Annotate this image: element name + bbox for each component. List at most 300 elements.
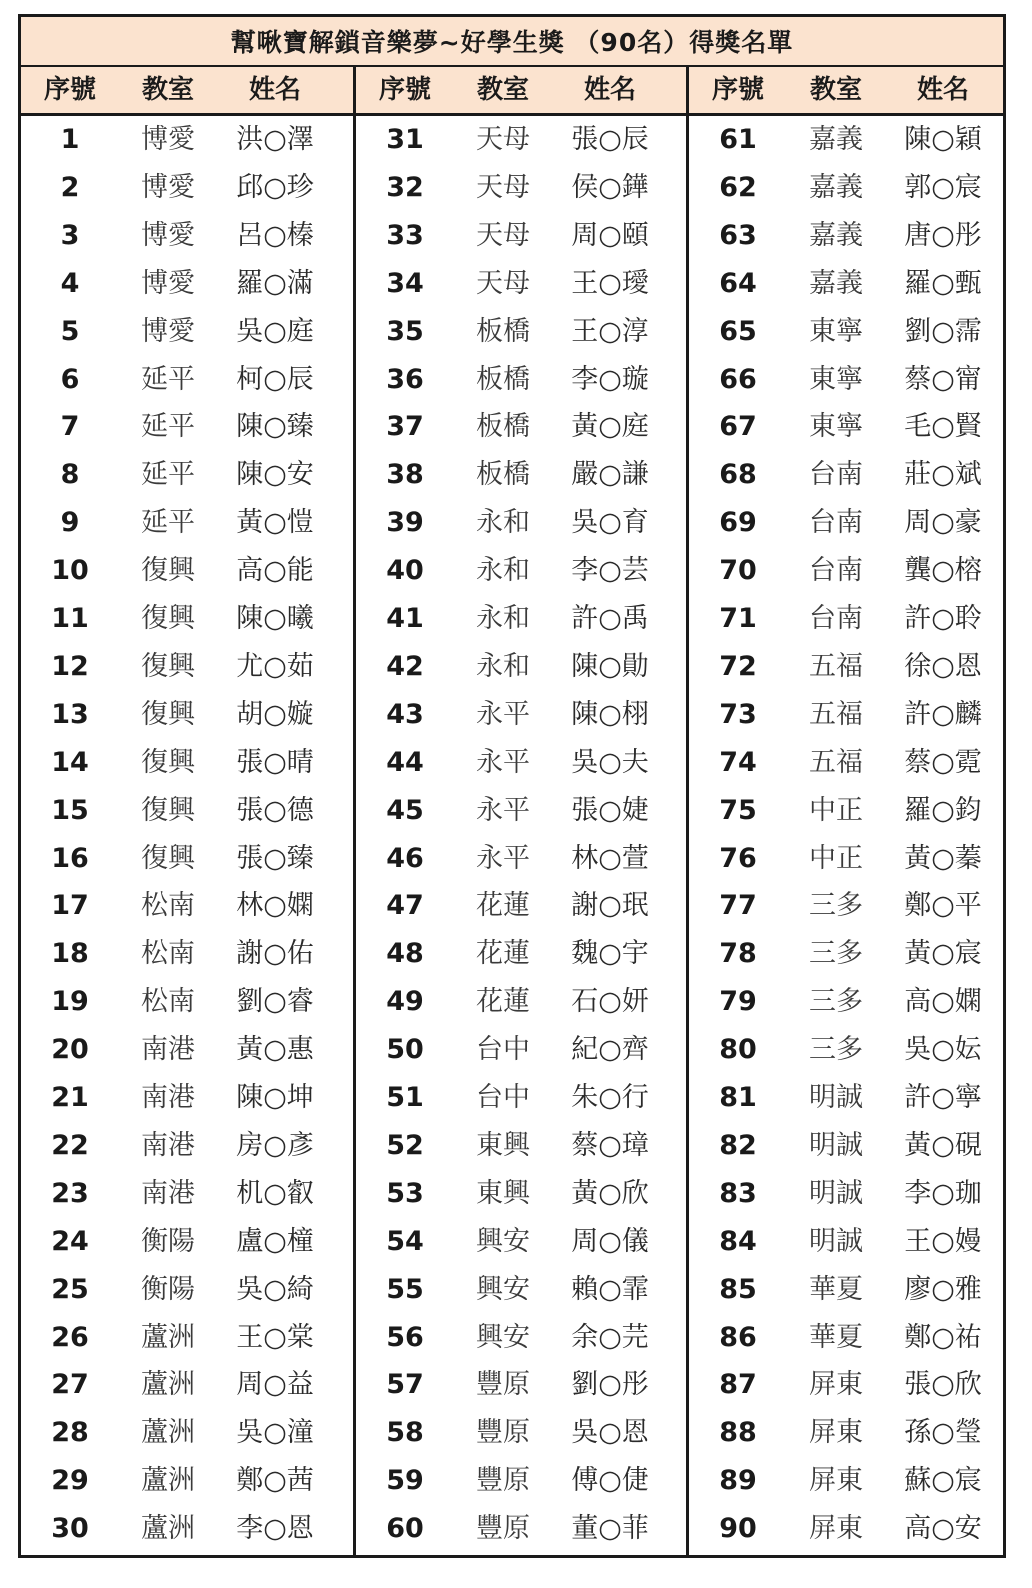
student-name: 孫○瑩 xyxy=(904,1417,982,1449)
table-row xyxy=(21,691,1003,739)
classroom-name: 中正 xyxy=(809,794,863,826)
table-row xyxy=(21,643,1003,691)
student-name: 陳○臻 xyxy=(236,411,314,443)
classroom-name: 天母 xyxy=(476,124,530,155)
serial-number: 83 xyxy=(719,1177,757,1209)
serial-number: 5 xyxy=(60,315,80,347)
table-row xyxy=(21,787,1003,835)
serial-number: 10 xyxy=(51,555,89,587)
student-name: 吳○潼 xyxy=(236,1417,314,1449)
serial-number: 76 xyxy=(719,842,757,874)
serial-number: 66 xyxy=(719,363,757,395)
serial-number: 19 xyxy=(51,986,89,1018)
serial-number: 31 xyxy=(386,124,424,155)
student-name: 尤○茹 xyxy=(236,650,314,682)
serial-number: 52 xyxy=(386,1129,424,1161)
serial-number: 20 xyxy=(51,1034,89,1066)
student-name: 陳○坤 xyxy=(236,1082,314,1113)
student-name: 吳○妘 xyxy=(904,1034,982,1066)
table-row xyxy=(21,882,1003,930)
student-name: 胡○嫙 xyxy=(236,698,314,730)
classroom-name: 博愛 xyxy=(141,267,195,299)
serial-number: 18 xyxy=(51,938,89,970)
serial-number: 75 xyxy=(719,794,757,826)
classroom-name: 屏東 xyxy=(809,1513,863,1545)
classroom-name: 復興 xyxy=(141,698,195,730)
student-name: 呂○榛 xyxy=(236,219,314,251)
student-name: 羅○滿 xyxy=(236,267,314,299)
classroom-name: 博愛 xyxy=(141,219,195,251)
serial-number: 7 xyxy=(60,411,80,443)
classroom-name: 豐原 xyxy=(476,1513,530,1545)
student-name: 郭○宸 xyxy=(904,171,982,203)
student-name: 謝○佑 xyxy=(236,938,314,970)
column-divider xyxy=(686,67,689,1555)
serial-number: 36 xyxy=(386,363,424,395)
student-name: 鄭○祐 xyxy=(904,1321,982,1353)
serial-number: 88 xyxy=(719,1417,757,1449)
student-name: 黃○愷 xyxy=(236,507,314,539)
serial-number: 1 xyxy=(60,124,80,155)
student-name: 陳○安 xyxy=(236,459,314,491)
classroom-name: 南港 xyxy=(141,1177,195,1209)
classroom-name: 明誠 xyxy=(809,1177,863,1209)
serial-number: 25 xyxy=(51,1273,89,1305)
student-name: 龔○榕 xyxy=(904,555,982,587)
classroom-name: 屏東 xyxy=(809,1417,863,1449)
table-row xyxy=(21,1026,1003,1074)
student-name: 陳○栩 xyxy=(571,698,649,730)
classroom-name: 延平 xyxy=(141,507,195,539)
classroom-name: 明誠 xyxy=(809,1225,863,1257)
serial-number: 85 xyxy=(719,1273,757,1305)
student-name: 林○萱 xyxy=(571,842,649,874)
classroom-name: 蘆洲 xyxy=(141,1417,195,1449)
classroom-name: 衡陽 xyxy=(141,1225,195,1257)
student-name: 高○安 xyxy=(904,1513,982,1545)
classroom-name: 天母 xyxy=(476,267,530,299)
student-name: 魏○宇 xyxy=(571,938,649,970)
serial-number: 48 xyxy=(386,938,424,970)
classroom-name: 台南 xyxy=(809,555,863,587)
serial-number: 60 xyxy=(386,1513,424,1545)
student-name: 王○棠 xyxy=(236,1321,314,1353)
classroom-name: 中正 xyxy=(809,842,863,874)
table-row xyxy=(21,1218,1003,1266)
table-row xyxy=(21,116,1003,164)
student-name: 羅○甄 xyxy=(904,267,982,299)
student-name: 張○晴 xyxy=(236,746,314,778)
serial-number: 84 xyxy=(719,1225,757,1257)
student-name: 蔡○霓 xyxy=(904,746,982,778)
header-classroom: 教室 xyxy=(141,75,194,105)
serial-number: 11 xyxy=(51,603,89,634)
header-serial: 序號 xyxy=(43,75,96,105)
serial-number: 53 xyxy=(386,1177,424,1209)
classroom-name: 板橋 xyxy=(476,459,530,491)
table-row xyxy=(21,451,1003,499)
serial-number: 30 xyxy=(51,1513,89,1545)
serial-number: 44 xyxy=(386,746,424,778)
table-row xyxy=(21,403,1003,451)
student-name: 李○恩 xyxy=(236,1513,314,1545)
student-name: 莊○斌 xyxy=(904,459,982,491)
classroom-name: 天母 xyxy=(476,171,530,203)
classroom-name: 嘉義 xyxy=(809,219,863,251)
student-name: 林○嫻 xyxy=(236,890,314,922)
student-name: 周○豪 xyxy=(904,507,982,539)
serial-number: 12 xyxy=(51,650,89,682)
table-row xyxy=(21,547,1003,595)
classroom-name: 南港 xyxy=(141,1082,195,1113)
classroom-name: 板橋 xyxy=(476,363,530,395)
student-name: 朱○行 xyxy=(571,1082,649,1113)
classroom-name: 博愛 xyxy=(141,171,195,203)
page-title: 幫啾寶解鎖音樂夢~好學生獎 （90名）得獎名單 xyxy=(21,17,1003,67)
student-name: 周○益 xyxy=(236,1369,314,1401)
classroom-name: 板橋 xyxy=(476,411,530,443)
serial-number: 15 xyxy=(51,794,89,826)
serial-number: 63 xyxy=(719,219,757,251)
serial-number: 28 xyxy=(51,1417,89,1449)
student-name: 許○禹 xyxy=(571,603,649,634)
table-row xyxy=(21,1266,1003,1314)
header-classroom: 教室 xyxy=(809,75,862,105)
table-row xyxy=(21,739,1003,787)
table-header-row xyxy=(21,67,1003,116)
classroom-name: 永和 xyxy=(476,507,530,539)
serial-number: 17 xyxy=(51,890,89,922)
serial-number: 77 xyxy=(719,890,757,922)
student-name: 余○芫 xyxy=(571,1321,649,1353)
student-name: 陳○穎 xyxy=(904,124,982,155)
serial-number: 81 xyxy=(719,1082,757,1113)
student-name: 侯○鏵 xyxy=(571,171,649,203)
student-name: 傅○倢 xyxy=(571,1465,649,1497)
classroom-name: 屏東 xyxy=(809,1369,863,1401)
classroom-name: 興安 xyxy=(476,1273,530,1305)
classroom-name: 松南 xyxy=(141,938,195,970)
student-name: 高○能 xyxy=(236,555,314,587)
classroom-name: 明誠 xyxy=(809,1129,863,1161)
serial-number: 43 xyxy=(386,698,424,730)
classroom-name: 南港 xyxy=(141,1034,195,1066)
serial-number: 40 xyxy=(386,555,424,587)
classroom-name: 永和 xyxy=(476,555,530,587)
serial-number: 32 xyxy=(386,171,424,203)
student-name: 張○欣 xyxy=(904,1369,982,1401)
serial-number: 68 xyxy=(719,459,757,491)
classroom-name: 延平 xyxy=(141,411,195,443)
classroom-name: 博愛 xyxy=(141,124,195,155)
student-name: 張○辰 xyxy=(571,124,649,155)
classroom-name: 永和 xyxy=(476,603,530,634)
classroom-name: 花蓮 xyxy=(476,890,530,922)
table-row xyxy=(21,308,1003,356)
student-name: 張○婕 xyxy=(571,794,649,826)
table-row xyxy=(21,1122,1003,1170)
student-name: 王○淳 xyxy=(571,315,649,347)
classroom-name: 延平 xyxy=(141,363,195,395)
classroom-name: 松南 xyxy=(141,986,195,1018)
serial-number: 62 xyxy=(719,171,757,203)
serial-number: 72 xyxy=(719,650,757,682)
serial-number: 2 xyxy=(60,171,80,203)
classroom-name: 五福 xyxy=(809,746,863,778)
table-row xyxy=(21,1457,1003,1505)
serial-number: 86 xyxy=(719,1321,757,1353)
serial-number: 58 xyxy=(386,1417,424,1449)
classroom-name: 台中 xyxy=(476,1034,530,1066)
student-name: 蔡○璋 xyxy=(571,1129,649,1161)
serial-number: 3 xyxy=(60,219,80,251)
classroom-name: 松南 xyxy=(141,890,195,922)
student-name: 許○寧 xyxy=(904,1082,982,1113)
serial-number: 26 xyxy=(51,1321,89,1353)
classroom-name: 興安 xyxy=(476,1321,530,1353)
serial-number: 41 xyxy=(386,603,424,634)
classroom-name: 明誠 xyxy=(809,1082,863,1113)
student-name: 周○頤 xyxy=(571,219,649,251)
column-divider xyxy=(353,67,356,1555)
classroom-name: 永平 xyxy=(476,746,530,778)
student-name: 唐○彤 xyxy=(904,219,982,251)
classroom-name: 三多 xyxy=(809,1034,863,1066)
serial-number: 8 xyxy=(60,459,80,491)
serial-number: 42 xyxy=(386,650,424,682)
table-row xyxy=(21,1074,1003,1122)
classroom-name: 蘆洲 xyxy=(141,1465,195,1497)
student-name: 毛○賢 xyxy=(904,411,982,443)
classroom-name: 嘉義 xyxy=(809,171,863,203)
classroom-name: 屏東 xyxy=(809,1465,863,1497)
classroom-name: 東興 xyxy=(476,1177,530,1209)
serial-number: 21 xyxy=(51,1082,89,1113)
student-name: 吳○夫 xyxy=(571,746,649,778)
award-list-sheet xyxy=(18,14,1006,1558)
classroom-name: 台南 xyxy=(809,507,863,539)
serial-number: 90 xyxy=(719,1513,757,1545)
classroom-name: 豐原 xyxy=(476,1465,530,1497)
classroom-name: 嘉義 xyxy=(809,267,863,299)
student-name: 房○彥 xyxy=(236,1129,314,1161)
student-name: 高○嫻 xyxy=(904,986,982,1018)
student-name: 黃○硯 xyxy=(904,1129,982,1161)
table-body xyxy=(21,116,1003,1555)
student-name: 王○璦 xyxy=(571,267,649,299)
student-name: 許○聆 xyxy=(904,603,982,634)
student-name: 廖○雅 xyxy=(904,1273,982,1305)
student-name: 石○妍 xyxy=(571,986,649,1018)
classroom-name: 三多 xyxy=(809,986,863,1018)
header-serial: 序號 xyxy=(378,75,431,105)
classroom-name: 復興 xyxy=(141,650,195,682)
serial-number: 70 xyxy=(719,555,757,587)
student-name: 劉○彤 xyxy=(571,1369,649,1401)
table-row xyxy=(21,1314,1003,1362)
table-row xyxy=(21,212,1003,260)
table-row xyxy=(21,164,1003,212)
student-name: 紀○齊 xyxy=(571,1034,649,1066)
classroom-name: 豐原 xyxy=(476,1369,530,1401)
serial-number: 47 xyxy=(386,890,424,922)
serial-number: 69 xyxy=(719,507,757,539)
student-name: 邱○珍 xyxy=(236,171,314,203)
student-name: 陳○勛 xyxy=(571,650,649,682)
serial-number: 87 xyxy=(719,1369,757,1401)
serial-number: 33 xyxy=(386,219,424,251)
classroom-name: 南港 xyxy=(141,1129,195,1161)
serial-number: 73 xyxy=(719,698,757,730)
header-serial: 序號 xyxy=(711,75,764,105)
student-name: 謝○珉 xyxy=(571,890,649,922)
student-name: 鄭○茜 xyxy=(236,1465,314,1497)
serial-number: 39 xyxy=(386,507,424,539)
student-name: 黃○蓁 xyxy=(904,842,982,874)
classroom-name: 博愛 xyxy=(141,315,195,347)
serial-number: 22 xyxy=(51,1129,89,1161)
classroom-name: 五福 xyxy=(809,698,863,730)
classroom-name: 華夏 xyxy=(809,1273,863,1305)
serial-number: 45 xyxy=(386,794,424,826)
student-name: 机○叡 xyxy=(236,1177,314,1209)
student-name: 鄭○平 xyxy=(904,890,982,922)
student-name: 羅○鈞 xyxy=(904,794,982,826)
serial-number: 46 xyxy=(386,842,424,874)
student-name: 劉○霈 xyxy=(904,315,982,347)
student-name: 黃○庭 xyxy=(571,411,649,443)
classroom-name: 蘆洲 xyxy=(141,1369,195,1401)
classroom-name: 蘆洲 xyxy=(141,1321,195,1353)
student-name: 劉○睿 xyxy=(236,986,314,1018)
serial-number: 38 xyxy=(386,459,424,491)
serial-number: 71 xyxy=(719,603,757,634)
classroom-name: 興安 xyxy=(476,1225,530,1257)
classroom-name: 復興 xyxy=(141,603,195,634)
classroom-name: 永平 xyxy=(476,698,530,730)
classroom-name: 東寧 xyxy=(809,411,863,443)
classroom-name: 台中 xyxy=(476,1082,530,1113)
student-name: 吳○恩 xyxy=(571,1417,649,1449)
table-row xyxy=(21,835,1003,883)
student-name: 陳○曦 xyxy=(236,603,314,634)
serial-number: 59 xyxy=(386,1465,424,1497)
serial-number: 55 xyxy=(386,1273,424,1305)
table-row xyxy=(21,260,1003,308)
table-row xyxy=(21,930,1003,978)
classroom-name: 嘉義 xyxy=(809,124,863,155)
table-row xyxy=(21,978,1003,1026)
classroom-name: 台南 xyxy=(809,603,863,634)
serial-number: 16 xyxy=(51,842,89,874)
serial-number: 79 xyxy=(719,986,757,1018)
classroom-name: 復興 xyxy=(141,842,195,874)
classroom-name: 五福 xyxy=(809,650,863,682)
serial-number: 78 xyxy=(719,938,757,970)
student-name: 柯○辰 xyxy=(236,363,314,395)
classroom-name: 延平 xyxy=(141,459,195,491)
student-name: 吳○庭 xyxy=(236,315,314,347)
serial-number: 51 xyxy=(386,1082,424,1113)
student-name: 盧○橦 xyxy=(236,1225,314,1257)
serial-number: 54 xyxy=(386,1225,424,1257)
classroom-name: 華夏 xyxy=(809,1321,863,1353)
student-name: 黃○宸 xyxy=(904,938,982,970)
classroom-name: 永平 xyxy=(476,794,530,826)
student-name: 許○麟 xyxy=(904,698,982,730)
classroom-name: 東寧 xyxy=(809,315,863,347)
serial-number: 34 xyxy=(386,267,424,299)
serial-number: 23 xyxy=(51,1177,89,1209)
student-name: 王○嫚 xyxy=(904,1225,982,1257)
classroom-name: 復興 xyxy=(141,794,195,826)
classroom-name: 東寧 xyxy=(809,363,863,395)
serial-number: 13 xyxy=(51,698,89,730)
serial-number: 89 xyxy=(719,1465,757,1497)
classroom-name: 永和 xyxy=(476,650,530,682)
student-name: 張○臻 xyxy=(236,842,314,874)
classroom-name: 花蓮 xyxy=(476,938,530,970)
student-name: 張○德 xyxy=(236,794,314,826)
serial-number: 65 xyxy=(719,315,757,347)
serial-number: 4 xyxy=(60,267,80,299)
classroom-name: 永平 xyxy=(476,842,530,874)
serial-number: 24 xyxy=(51,1225,89,1257)
student-name: 吳○綺 xyxy=(236,1273,314,1305)
serial-number: 56 xyxy=(386,1321,424,1353)
classroom-name: 豐原 xyxy=(476,1417,530,1449)
header-name: 姓名 xyxy=(583,75,636,105)
classroom-name: 復興 xyxy=(141,555,195,587)
serial-number: 35 xyxy=(386,315,424,347)
classroom-name: 蘆洲 xyxy=(141,1513,195,1545)
table-row xyxy=(21,1170,1003,1218)
header-name: 姓名 xyxy=(916,75,969,105)
serial-number: 27 xyxy=(51,1369,89,1401)
classroom-name: 東興 xyxy=(476,1129,530,1161)
serial-number: 6 xyxy=(60,363,80,395)
table-row xyxy=(21,356,1003,404)
serial-number: 64 xyxy=(719,267,757,299)
student-name: 李○芸 xyxy=(571,555,649,587)
student-name: 董○菲 xyxy=(571,1513,649,1545)
classroom-name: 天母 xyxy=(476,219,530,251)
table-row xyxy=(21,499,1003,547)
student-name: 黃○惠 xyxy=(236,1034,314,1066)
serial-number: 57 xyxy=(386,1369,424,1401)
student-name: 蔡○甯 xyxy=(904,363,982,395)
serial-number: 49 xyxy=(386,986,424,1018)
student-name: 賴○霏 xyxy=(571,1273,649,1305)
serial-number: 9 xyxy=(60,507,80,539)
table-row xyxy=(21,1361,1003,1409)
student-name: 吳○育 xyxy=(571,507,649,539)
serial-number: 82 xyxy=(719,1129,757,1161)
classroom-name: 三多 xyxy=(809,938,863,970)
classroom-name: 三多 xyxy=(809,890,863,922)
student-name: 洪○澤 xyxy=(236,124,314,155)
classroom-name: 台南 xyxy=(809,459,863,491)
serial-number: 29 xyxy=(51,1465,89,1497)
serial-number: 61 xyxy=(719,124,757,155)
student-name: 李○珈 xyxy=(904,1177,982,1209)
serial-number: 37 xyxy=(386,411,424,443)
table-row xyxy=(21,1505,1003,1553)
classroom-name: 板橋 xyxy=(476,315,530,347)
serial-number: 50 xyxy=(386,1034,424,1066)
serial-number: 80 xyxy=(719,1034,757,1066)
classroom-name: 復興 xyxy=(141,746,195,778)
